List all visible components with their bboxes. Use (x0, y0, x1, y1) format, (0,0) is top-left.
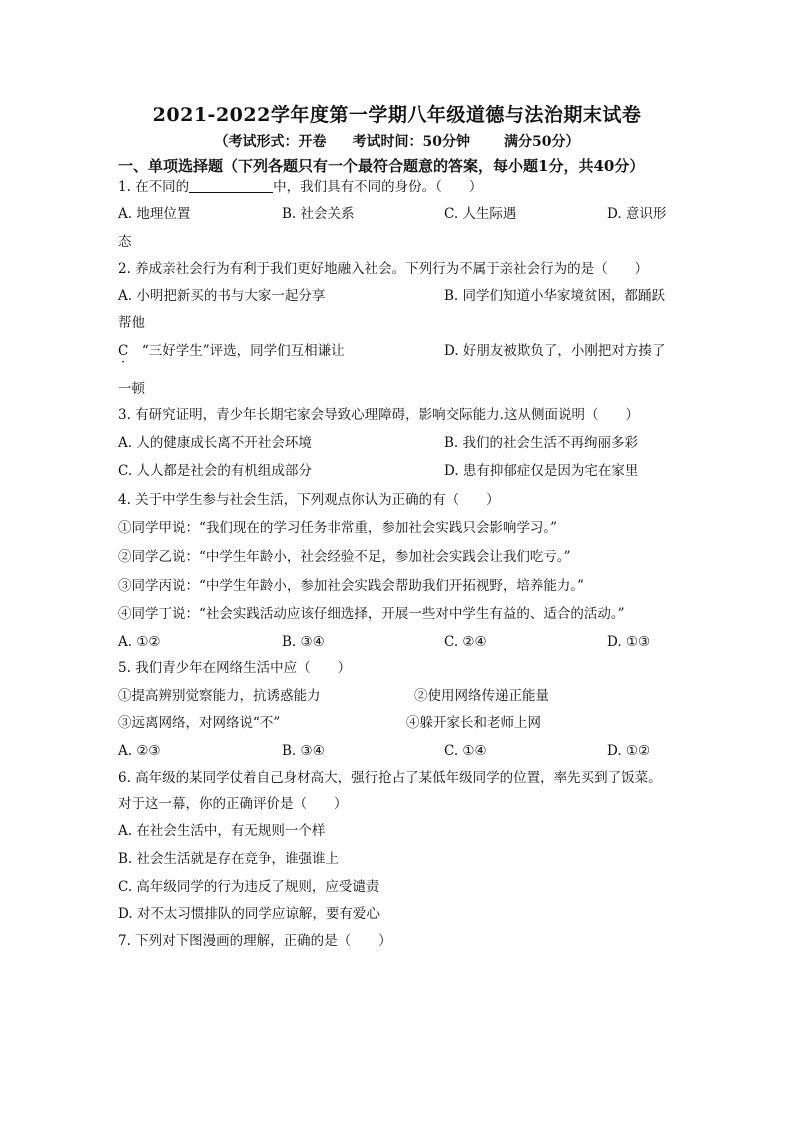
exam-title: 2021-2022学年度第一学期八年级道德与法治期末试卷 (152, 104, 642, 126)
question-2-option-d: D. 好朋友被欺负了，小刚把对方揍了 (444, 343, 666, 359)
question-1-stem (118, 178, 482, 196)
question-4-option-d: D. ①③ (607, 634, 651, 650)
question-3-option-b: B. 我们的社会生活不再绚丽多彩 (444, 435, 639, 451)
question-2-stem: 2. 养成亲社会行为有利于我们更好地融入社会。下列行为不属于亲社会行为的是（ ） (118, 261, 649, 277)
question-2-option-b-cont: 帮他 (118, 315, 145, 331)
question-3-option-a: A. 人的健康成长离不开社会环境 (118, 435, 312, 451)
stray-dot: · (121, 355, 126, 370)
question-1-stem-end: 中，我们具有不同的身份。（ ） (273, 179, 483, 195)
question-2-option-d-cont: 一顿 (118, 381, 145, 397)
question-1-option-b: B. 社会关系 (282, 206, 355, 222)
question-6-option-c: C. 高年级同学的行为违反了规则，应受谴责 (118, 879, 380, 895)
question-5-option-b: B. ③④ (282, 743, 325, 759)
question-4-statement-3: ③同学丙说：“中学生年龄小，参加社会实践会帮助我们开拓视野，培养能力。” (118, 578, 585, 594)
exam-form: （考试形式：开卷 (214, 134, 327, 150)
question-2-option-a: A. 小明把新买的书与大家一起分享 (118, 288, 326, 304)
question-6-stem: 6. 高年级的某同学仗着自己身材高大，强行抢占了某低年级同学的位置，率先买到了饭菜。 (118, 770, 662, 786)
question-5-statement-2: ②使用网络传递正能量 (414, 688, 549, 704)
question-2-option-c: C “三好学生”评选，同学们互相谦让 (118, 343, 345, 359)
question-1-blank (189, 178, 273, 193)
question-4-statement-1: ①同学甲说：“我们现在的学习任务非常重，参加社会实践只会影响学习。” (118, 520, 558, 536)
question-6-option-d: D. 对不太习惯排队的同学应谅解，要有爱心 (118, 906, 380, 922)
question-4-option-b: B. ③④ (282, 634, 325, 650)
question-1-option-c: C. 人生际遇 (444, 206, 517, 222)
question-4-option-c: C. ②④ (444, 634, 487, 650)
question-1-option-d-cont: 态 (118, 234, 132, 250)
question-3-stem: 3. 有研究证明，青少年长期宅家会导致心理障碍，影响交际能力.这从侧面说明（ ） (118, 407, 639, 423)
question-5-statement-1: ①提高辨别觉察能力，抗诱惑能力 (118, 688, 321, 704)
question-6-option-a: A. 在社会生活中，有无规则一个样 (118, 823, 326, 839)
question-5-stem: 5. 我们青少年在网络生活中应（ ） (118, 660, 352, 676)
question-4-option-a: A. ①② (118, 634, 161, 650)
question-4-stem: 4. 关于中学生参与社会生活，下列观点你认为正确的有（ ） (118, 492, 500, 508)
exam-subtitle (0, 131, 794, 151)
question-5-option-d: D. ①② (607, 743, 651, 759)
question-3-option-d: D. 患有抑郁症仅是因为宅在家里 (444, 463, 639, 479)
question-6-option-b: B. 社会生活就是存在竞争，谁强谁上 (118, 851, 340, 867)
question-4-statement-2: ②同学乙说：“中学生年龄小，社会经验不足，参加社会实践会让我们吃亏。” (118, 549, 571, 565)
question-1-option-a: A. 地理位置 (118, 206, 191, 222)
question-5-statement-3: ③远离网络，对网络说“不” (118, 715, 281, 731)
question-6-stem-cont: 对于这一幕，你的正确评价是（ ） (118, 796, 348, 812)
exam-time: 考试时间：50分钟 (352, 134, 470, 150)
question-5-statement-4: ④躲开家长和老师上网 (406, 715, 541, 731)
question-4-statement-4: ④同学丁说：“社会实践活动应该仔细选择，开展一些对中学生有益的、适合的活动。” (118, 606, 625, 622)
question-5-option-a: A. ②③ (118, 743, 161, 759)
question-1-option-d: D. 意识形 (607, 206, 667, 222)
question-7-stem: 7. 下列对下图漫画的理解，正确的是（ ） (118, 933, 392, 949)
question-3-option-c: C. 人人都是社会的有机组成部分 (118, 463, 312, 479)
section-heading: 一、单项选择题（下列各题只有一个最符合题意的答案，每小题1分，共40分） (118, 157, 645, 175)
question-2-option-b: B. 同学们知道小华家境贫困，都踊跃 (444, 288, 666, 304)
question-5-option-c: C. ①④ (444, 743, 487, 759)
exam-score: 满分50分） (504, 134, 580, 150)
question-1-stem-start: 1. 在不同的 (118, 179, 190, 195)
